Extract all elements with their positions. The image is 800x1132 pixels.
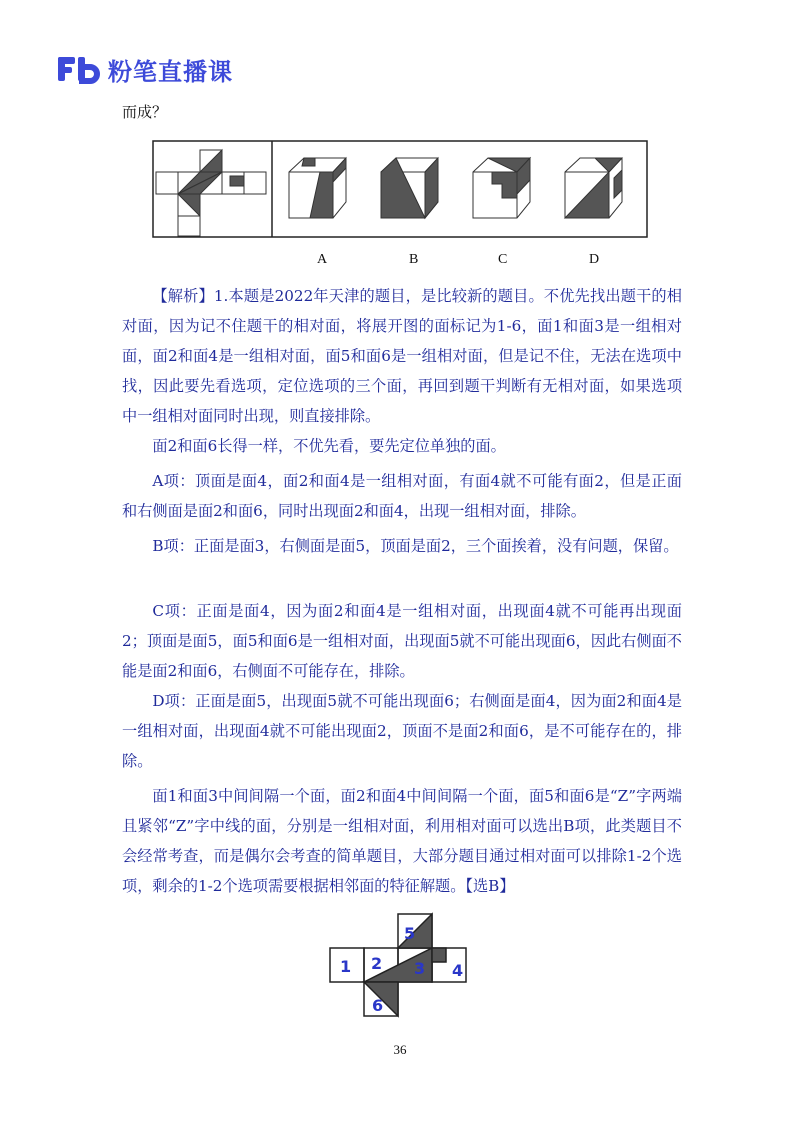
option-c-cube xyxy=(473,158,530,218)
header xyxy=(58,52,233,86)
option-a-cube xyxy=(289,158,346,218)
fenbi-logo-icon xyxy=(58,54,102,84)
option-c-label: C xyxy=(498,252,508,267)
analysis-paragraph-1: 【解析】1.本题是2022年天津的题目，是比较新的题目。不优先找出题干的相对面，因为记不住题干的相对面，将展开图的面标记为1-6，面1和面3是一组相对面，面2和面4是一组相对面，面5和面6是一组相对面，但是记不住，无法在选项中找，因此要先看选项，定位选项的三个面，再回到题干判断有无相对面，如果选项中一组相对面同时出现，则直接排除。 xyxy=(122,287,682,425)
brand-title: 粉笔直播课 xyxy=(108,57,233,86)
option-b-cube xyxy=(381,158,438,218)
analysis-option-d: D项：正面是面5，出现面5就不可能出现面6；右侧面是面4，因为面2和面4是一组相对面，出现面4就不可能出现面2，顶面不是面2和面6，是不可能存在的，排除。 xyxy=(122,692,682,770)
option-b-label: B xyxy=(409,252,419,267)
option-d-cube xyxy=(565,158,622,218)
net-number-4: 4 xyxy=(452,961,464,980)
net-number-5: 5 xyxy=(404,924,416,943)
question-tail: 而成？ xyxy=(122,103,168,121)
page-number: 36 xyxy=(393,1042,407,1057)
analysis-option-c: C项：正面是面4，因为面2和面4是一组相对面，出现面4就不可能再出现面2；顶面是面5，面5和面6是一组相对面，出现面5就不可能出现面6，因此右侧面不能是面2和面6，右侧面不可能存在，排除。 xyxy=(122,602,682,680)
net-number-1: 1 xyxy=(340,957,352,976)
net-number-3: 3 xyxy=(414,959,426,978)
analysis-option-a: A项：顶面是面4，面2和面4是一组相对面，有面4就不可能有面2，但是正面和右侧面是面2和面6，同时出现面2和面4，出现一组相对面，排除。 xyxy=(122,472,682,520)
question-figure xyxy=(152,140,648,238)
analysis-summary: 面1和面3中间间隔一个面，面2和面4中间间隔一个面，面5和面6是“Z”字两端且紧邻“Z”字中线的面，分别是一组相对面，利用相对面可以选出B项，此类题目不会经常考查，而是偶尔会考查的简单题目，大部分题目通过相对面可以排除1-2个选项，剩余的1-2个选项需要根据相邻面的特征解题。【选B】 xyxy=(122,787,682,895)
net-number-2: 2 xyxy=(371,954,383,973)
option-d-label: D xyxy=(589,252,600,267)
net-number-6: 6 xyxy=(372,996,384,1015)
net-figure xyxy=(156,150,266,236)
analysis-paragraph-2: 面2和面6长得一样，不优先看，要先定位单独的面。 xyxy=(152,437,506,455)
analysis-option-b: B项：正面是面3，右侧面是面5，顶面是面2，三个面挨着，没有问题，保留。 xyxy=(152,537,679,555)
numbered-net-figure xyxy=(328,912,478,1024)
option-a-label: A xyxy=(317,252,328,267)
